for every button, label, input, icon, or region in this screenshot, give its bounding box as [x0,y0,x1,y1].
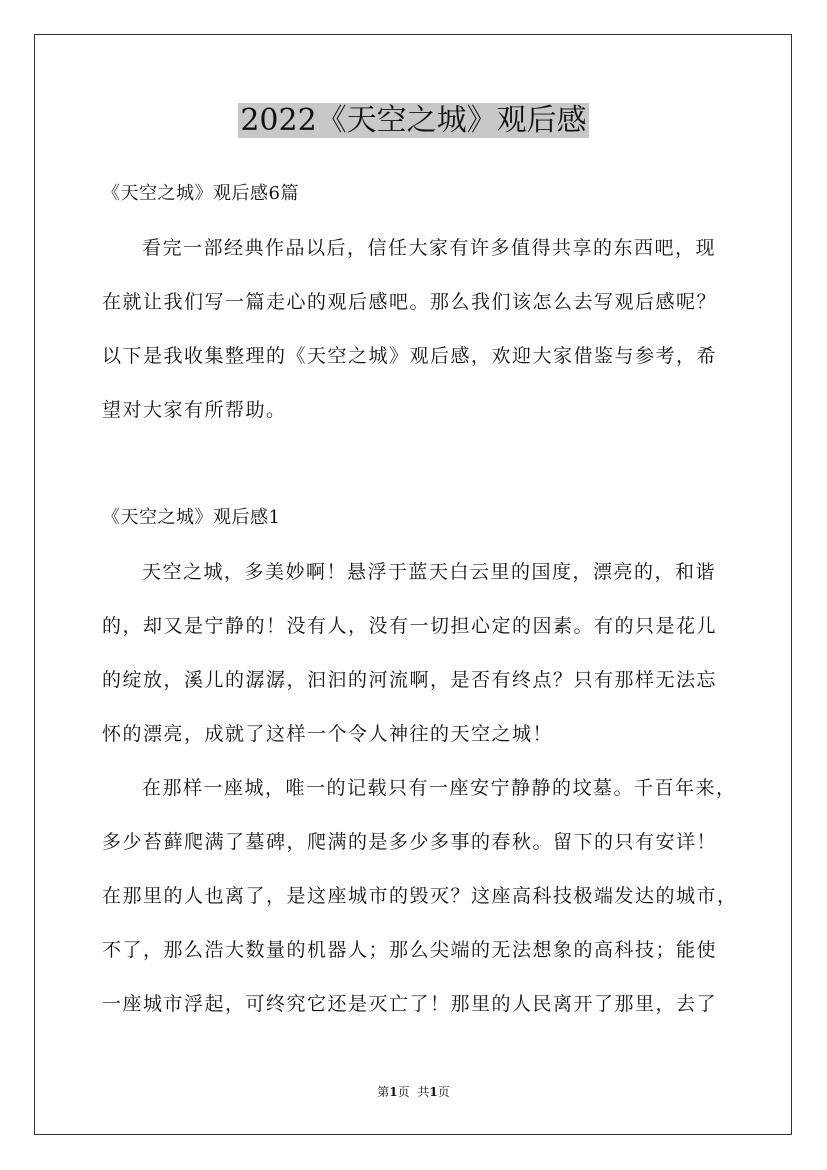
intro-line: 望对大家有所帮助。 [102,399,287,421]
footer-total-prefix: 共 [417,1085,430,1099]
body-line: 的，却又是宁静的！没有人，没有一切担心定的因素。有的只是花儿 [102,615,718,637]
body-line: 多少苔藓爬满了墓碑，爬满的是多少多事的春秋。留下的只有安详！ [102,831,718,853]
footer-page-num: 1 [389,1085,398,1099]
intro-line: 看完一部经典作品以后，信任大家有许多值得共享的东西吧，现 [142,237,717,259]
intro-line: 在就让我们写一篇走心的观后感吧。那么我们该怎么去写观后感呢？ [102,291,718,313]
page-footer [0,1083,827,1100]
intro-line: 以下是我收集整理的《天空之城》观后感，欢迎大家借鉴与参考，希 [102,345,718,367]
body-line: 不了，那么浩大数量的机器人；那么尖端的无法想象的高科技；能使 [102,939,718,961]
footer-page-suffix: 页 [397,1085,410,1099]
footer-page-prefix: 第 [377,1085,390,1099]
document-title-wrap [0,100,827,142]
body-line: 天空之城，多美妙啊！悬浮于蓝天白云里的国度，漂亮的，和谐 [142,561,717,583]
footer-total-suffix: 页 [437,1085,450,1099]
document-title: 2022《天空之城》观后感 [240,103,587,138]
section-heading: 《天空之城》观后感1 [102,507,281,528]
footer-total-num: 1 [429,1085,438,1099]
body-line: 在那样一座城，唯一的记载只有一座安宁静静的坟墓。千百年来， [142,777,737,799]
body-line: 在那里的人也离了，是这座城市的毁灭？这座高科技极端发达的城市， [102,885,738,907]
document-subtitle: 《天空之城》观后感6篇 [102,183,299,204]
body-line: 一座城市浮起，可终究它还是灭亡了！那里的人民离开了那里，去了 [102,993,718,1015]
body-line: 怀的漂亮，成就了这样一个令人神往的天空之城！ [102,723,554,745]
body-line: 的绽放，溪儿的潺潺，汩汩的河流啊，是否有终点？只有那样无法忘 [102,669,718,691]
